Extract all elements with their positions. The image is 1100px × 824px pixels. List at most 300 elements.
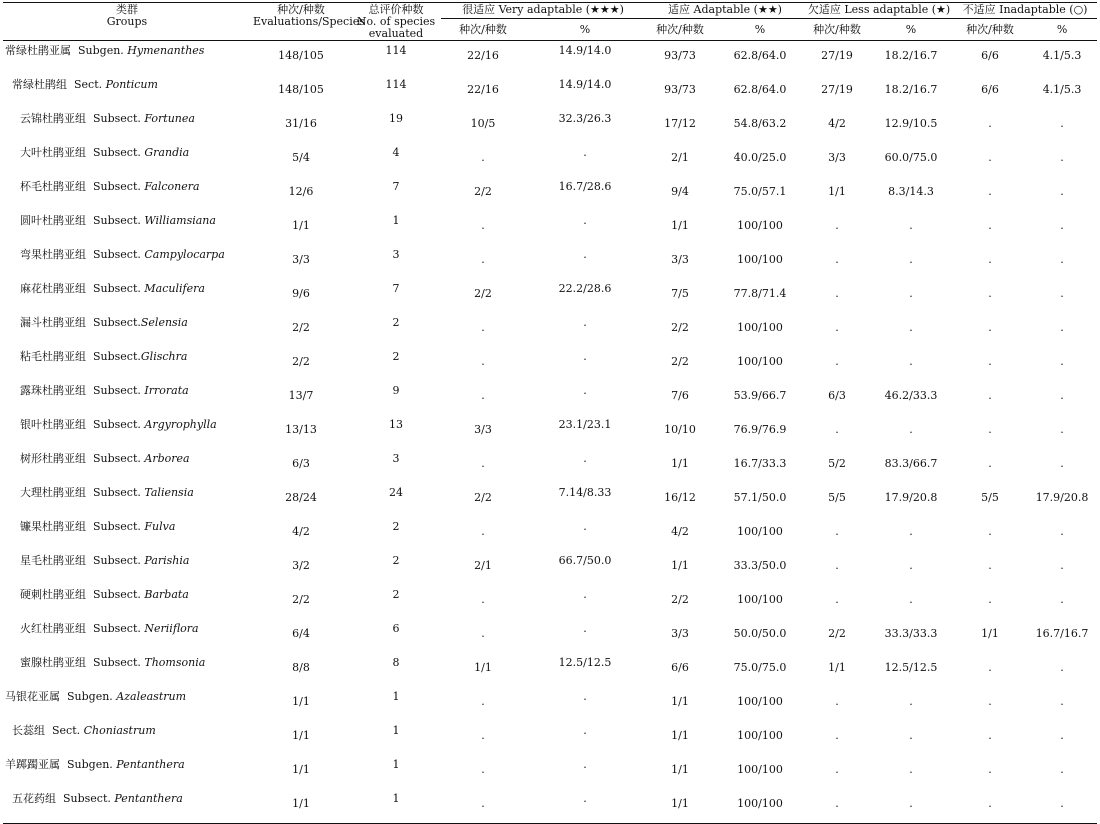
inadaptable-count-cell: .	[953, 789, 1027, 824]
less-adaptable-count-cell: .	[835, 695, 839, 708]
less-adaptable-count-cell: 5/5	[828, 491, 846, 504]
very-adaptable-count-cell: 3/3	[474, 423, 492, 436]
header-ia-count: 种次/种数	[953, 19, 1027, 41]
inadaptable-pct-cell: .	[1060, 763, 1064, 776]
group-latin-name: Hymenanthes	[127, 44, 205, 57]
inadaptable-pct-cell: .	[1060, 355, 1064, 368]
less-adaptable-count-cell: 27/19	[821, 49, 853, 62]
very-adaptable-count-cell: 1/1	[474, 661, 492, 674]
inadaptable-count-cell: 6/6	[981, 83, 999, 96]
group-cell	[3, 789, 251, 824]
less-adaptable-pct-cell: 18.2/16.7	[884, 49, 938, 62]
group-name: 火红杜鹃亚组 Subsect.	[20, 622, 145, 635]
less-adaptable-pct-cell: .	[909, 321, 913, 334]
header-groups-cn: 类群	[116, 3, 138, 16]
adaptable-pct-cell: 53.9/66.7	[733, 389, 787, 402]
table-row	[3, 381, 1097, 415]
less-adaptable-count-cell: 6/3	[828, 389, 846, 402]
very-adaptable-count-cell: .	[441, 789, 525, 824]
very-adaptable-count-cell: 22/16	[467, 49, 499, 62]
adaptability-table	[3, 2, 1097, 824]
adaptable-count-cell: 1/1	[671, 695, 689, 708]
evaluations-cell: 1/1	[251, 789, 351, 824]
very-adaptable-pct-cell: 16.7/28.6	[558, 180, 612, 193]
less-adaptable-count-cell: .	[835, 219, 839, 232]
very-adaptable-count-cell: .	[481, 729, 485, 742]
very-adaptable-pct-cell: .	[583, 758, 587, 771]
inadaptable-pct-cell: .	[1060, 117, 1064, 130]
adaptable-pct-cell: 57.1/50.0	[733, 491, 787, 504]
group-name: 马银花亚属 Subgen.	[5, 690, 117, 703]
less-adaptable-pct-cell: .	[909, 355, 913, 368]
group-name: 漏斗杜鹃亚组 Subsect.	[20, 316, 141, 329]
less-adaptable-count-cell: .	[835, 253, 839, 266]
table-row	[3, 109, 1097, 143]
header-a-pct: %	[715, 19, 805, 41]
evaluations-cell: 1/1	[292, 695, 310, 708]
adaptable-pct-cell: 100/100	[737, 253, 783, 266]
less-adaptable-count-cell: .	[805, 789, 869, 824]
less-adaptable-pct-cell: .	[909, 593, 913, 606]
species-evaluated-cell: 114	[385, 44, 407, 57]
adaptable-pct-cell: 100/100	[737, 729, 783, 742]
table-body	[3, 41, 1097, 824]
less-adaptable-pct-cell: .	[909, 423, 913, 436]
header-adaptable: 适应 Adaptable (★★)	[645, 3, 805, 19]
adaptable-pct-cell: 100/100	[737, 355, 783, 368]
table-row	[3, 415, 1097, 449]
header-ia-pct: %	[1027, 19, 1097, 41]
group-cell	[3, 177, 251, 211]
table-row	[3, 619, 1097, 653]
species-evaluated-cell: 114	[385, 78, 407, 91]
adaptable-count-cell: 10/10	[664, 423, 696, 436]
group-cell	[3, 41, 251, 76]
inadaptable-pct-cell: .	[1060, 219, 1064, 232]
adaptable-count-cell: 1/1	[671, 457, 689, 470]
less-adaptable-pct-cell: 8.3/14.3	[888, 185, 934, 198]
adaptable-count-cell: 6/6	[671, 661, 689, 674]
very-adaptable-pct-cell: .	[583, 520, 587, 533]
inadaptable-pct-cell: .	[1060, 185, 1064, 198]
table-row	[3, 347, 1097, 381]
group-latin-name: Falconera	[144, 180, 200, 193]
table-row	[3, 177, 1097, 211]
less-adaptable-count-cell: .	[835, 355, 839, 368]
very-adaptable-count-cell: 10/5	[470, 117, 496, 130]
evaluations-cell: 1/1	[292, 729, 310, 742]
group-latin-name: Ponticum	[105, 78, 158, 91]
very-adaptable-count-cell: .	[481, 219, 485, 232]
group-cell	[3, 279, 251, 313]
inadaptable-count-cell: .	[988, 661, 992, 674]
group-name: 常绿杜鹃组 Sect.	[12, 78, 106, 91]
adaptable-count-cell: 1/1	[671, 729, 689, 742]
species-evaluated-cell: 2	[392, 520, 400, 533]
very-adaptable-count-cell: .	[481, 627, 485, 640]
table-row	[3, 687, 1097, 721]
evaluations-cell: 8/8	[292, 661, 310, 674]
group-name: 星毛杜鹃亚组 Subsect.	[20, 554, 145, 567]
inadaptable-pct-cell: .	[1060, 423, 1064, 436]
adaptable-count-cell: 1/1	[671, 763, 689, 776]
less-adaptable-pct-cell: .	[909, 287, 913, 300]
header-a-count: 种次/种数	[645, 19, 715, 41]
group-latin-name: Neriiflora	[144, 622, 199, 635]
group-cell	[3, 245, 251, 279]
evaluations-cell: 1/1	[292, 763, 310, 776]
less-adaptable-count-cell: 1/1	[828, 185, 846, 198]
very-adaptable-pct-cell: .	[583, 350, 587, 363]
header-groups-en: Groups	[106, 15, 148, 28]
group-name: 树形杜鹃亚组 Subsect.	[20, 452, 145, 465]
group-cell	[3, 75, 251, 109]
group-name: 大理杜鹃亚组 Subsect.	[20, 486, 145, 499]
table-row	[3, 585, 1097, 619]
evaluations-cell: 6/3	[292, 457, 310, 470]
less-adaptable-pct-cell: 33.3/33.3	[884, 627, 938, 640]
inadaptable-count-cell: .	[988, 457, 992, 470]
less-adaptable-count-cell: .	[835, 593, 839, 606]
evaluations-cell: 2/2	[292, 593, 310, 606]
adaptable-count-cell: 93/73	[664, 49, 696, 62]
very-adaptable-pct-cell: .	[525, 789, 645, 824]
inadaptable-count-cell: .	[988, 151, 992, 164]
header-no-species-en1: No. of species	[356, 15, 436, 28]
adaptable-count-cell: 7/6	[671, 389, 689, 402]
group-latin-name: Fulva	[144, 520, 176, 533]
adaptable-count-cell: 1/1	[645, 789, 715, 824]
less-adaptable-count-cell: .	[835, 763, 839, 776]
header-inadaptable: 不适应 Inadaptable (○)	[953, 3, 1097, 19]
table-row	[3, 721, 1097, 755]
group-latin-name: Thomsonia	[144, 656, 206, 669]
group-name: 麻花杜鹃亚组 Subsect.	[20, 282, 145, 295]
less-adaptable-pct-cell: .	[909, 525, 913, 538]
less-adaptable-count-cell: 27/19	[821, 83, 853, 96]
less-adaptable-count-cell: .	[835, 559, 839, 572]
less-adaptable-count-cell: .	[835, 525, 839, 538]
group-name: 长蕊组 Sect.	[12, 724, 84, 737]
species-evaluated-cell: 2	[392, 588, 400, 601]
adaptable-count-cell: 1/1	[671, 559, 689, 572]
evaluations-cell: 31/16	[285, 117, 317, 130]
group-name: 大叶杜鹃亚组 Subsect.	[20, 146, 145, 159]
very-adaptable-pct-cell: .	[583, 248, 587, 261]
table-row	[3, 449, 1097, 483]
inadaptable-pct-cell: .	[1060, 695, 1064, 708]
group-name: 常绿杜鹃亚属 Subgen.	[5, 44, 128, 57]
group-name: 露珠杜鹃亚组 Subsect.	[20, 384, 145, 397]
group-name: 粘毛杜鹃亚组 Subsect.	[20, 350, 141, 363]
very-adaptable-count-cell: .	[481, 389, 485, 402]
inadaptable-pct-cell: .	[1060, 593, 1064, 606]
group-name: 硬刺杜鹃亚组 Subsect.	[20, 588, 145, 601]
header-va-count: 种次/种数	[441, 19, 525, 41]
inadaptable-count-cell: .	[988, 321, 992, 334]
evaluations-cell: 5/4	[292, 151, 310, 164]
adaptable-count-cell: 2/2	[671, 321, 689, 334]
less-adaptable-pct-cell: .	[909, 729, 913, 742]
group-name: 五花药组 Subsect.	[12, 792, 115, 805]
species-evaluated-cell: 6	[392, 622, 400, 635]
species-evaluated-cell: 7	[392, 282, 400, 295]
header-la-pct: %	[869, 19, 953, 41]
less-adaptable-pct-cell: .	[909, 219, 913, 232]
group-name: 蜜腺杜鹃亚组 Subsect.	[20, 656, 145, 669]
evaluations-cell: 13/7	[288, 389, 314, 402]
very-adaptable-count-cell: .	[481, 355, 485, 368]
header-va-pct: %	[525, 19, 645, 41]
header-very-adaptable: 很适应 Very adaptable (★★★)	[441, 3, 645, 19]
inadaptable-pct-cell: .	[1060, 525, 1064, 538]
very-adaptable-pct-cell: 23.1/23.1	[558, 418, 612, 431]
less-adaptable-count-cell: 1/1	[828, 661, 846, 674]
adaptable-pct-cell: 62.8/64.0	[733, 49, 787, 62]
header-less-adaptable: 欠适应 Less adaptable (★)	[805, 3, 953, 19]
group-latin-name: Williamsiana	[144, 214, 216, 227]
evaluations-cell: 148/105	[278, 49, 324, 62]
group-cell	[3, 755, 251, 789]
very-adaptable-count-cell: .	[481, 593, 485, 606]
species-evaluated-cell: 4	[392, 146, 400, 159]
inadaptable-pct-cell: .	[1060, 287, 1064, 300]
adaptable-count-cell: 4/2	[671, 525, 689, 538]
very-adaptable-count-cell: 2/1	[474, 559, 492, 572]
adaptable-count-cell: 1/1	[671, 219, 689, 232]
header-evaluations-cn: 种次/种数	[277, 3, 325, 16]
adaptable-pct-cell: 50.0/50.0	[733, 627, 787, 640]
adaptable-count-cell: 93/73	[664, 83, 696, 96]
group-cell	[3, 653, 251, 687]
header-groups	[3, 3, 251, 41]
adaptable-count-cell: 7/5	[671, 287, 689, 300]
group-latin-name: Glischra	[140, 350, 188, 363]
evaluations-cell: 12/6	[288, 185, 314, 198]
very-adaptable-count-cell: .	[481, 253, 485, 266]
evaluations-cell: 3/3	[292, 253, 310, 266]
inadaptable-count-cell: .	[988, 525, 992, 538]
group-cell	[3, 721, 251, 755]
group-latin-name: Parishia	[144, 554, 190, 567]
group-name: 羊踯躅亚属 Subgen.	[5, 758, 117, 771]
adaptable-pct-cell: 77.8/71.4	[733, 287, 787, 300]
group-latin-name: Irrorata	[144, 384, 189, 397]
species-evaluated-cell: 2	[392, 350, 400, 363]
less-adaptable-pct-cell: 46.2/33.3	[884, 389, 938, 402]
less-adaptable-count-cell: 3/3	[828, 151, 846, 164]
inadaptable-count-cell: .	[988, 219, 992, 232]
evaluations-cell: 2/2	[292, 321, 310, 334]
group-name: 镰果杜鹃亚组 Subsect.	[20, 520, 145, 533]
species-evaluated-cell: 13	[389, 418, 403, 431]
inadaptable-count-cell: .	[988, 763, 992, 776]
inadaptable-pct-cell: 17.9/20.8	[1035, 491, 1089, 504]
adaptable-count-cell: 3/3	[671, 253, 689, 266]
evaluations-cell: 9/6	[292, 287, 310, 300]
adaptable-count-cell: 2/1	[671, 151, 689, 164]
table-row	[3, 313, 1097, 347]
very-adaptable-count-cell: 2/2	[474, 287, 492, 300]
less-adaptable-count-cell: .	[835, 321, 839, 334]
very-adaptable-pct-cell: 12.5/12.5	[558, 656, 612, 669]
header-evaluations-en: Evaluations/Species	[253, 15, 365, 28]
less-adaptable-pct-cell: 12.5/12.5	[884, 661, 938, 674]
inadaptable-pct-cell: .	[1060, 729, 1064, 742]
evaluations-cell: 28/24	[285, 491, 317, 504]
species-evaluated-cell: 3	[392, 452, 400, 465]
less-adaptable-pct-cell: 83.3/66.7	[884, 457, 938, 470]
group-latin-name: Fortunea	[144, 112, 195, 125]
species-evaluated-cell: 8	[392, 656, 400, 669]
inadaptable-pct-cell: .	[1060, 389, 1064, 402]
adaptable-pct-cell: 40.0/25.0	[733, 151, 787, 164]
less-adaptable-count-cell: .	[835, 729, 839, 742]
very-adaptable-pct-cell: .	[583, 452, 587, 465]
group-cell	[3, 449, 251, 483]
header-evaluations	[251, 3, 365, 41]
group-latin-name: Pentanthera	[114, 792, 183, 805]
less-adaptable-pct-cell: .	[909, 559, 913, 572]
inadaptable-count-cell: .	[988, 117, 992, 130]
group-cell	[3, 415, 251, 449]
evaluations-cell: 3/2	[292, 559, 310, 572]
group-latin-name: Choniastrum	[83, 724, 156, 737]
very-adaptable-count-cell: 22/16	[467, 83, 499, 96]
adaptable-pct-cell: 100/100	[715, 789, 805, 824]
table-row	[3, 755, 1097, 789]
species-evaluated-cell: 3	[392, 248, 400, 261]
very-adaptable-pct-cell: .	[583, 146, 587, 159]
very-adaptable-pct-cell: .	[583, 214, 587, 227]
group-latin-name: Pentanthera	[116, 758, 185, 771]
species-evaluated-cell: 2	[392, 316, 400, 329]
adaptable-pct-cell: 100/100	[737, 321, 783, 334]
inadaptable-pct-cell: 16.7/16.7	[1035, 627, 1089, 640]
species-evaluated-cell: 19	[389, 112, 403, 125]
table-row	[3, 653, 1097, 687]
group-cell	[3, 517, 251, 551]
very-adaptable-pct-cell: 14.9/14.0	[558, 78, 612, 91]
table-row	[3, 789, 1097, 824]
inadaptable-count-cell: .	[988, 593, 992, 606]
less-adaptable-pct-cell: .	[869, 789, 953, 824]
table-row	[3, 245, 1097, 279]
less-adaptable-pct-cell: .	[909, 695, 913, 708]
evaluations-cell: 2/2	[292, 355, 310, 368]
species-evaluated-cell: 1	[392, 758, 400, 771]
less-adaptable-count-cell: 4/2	[828, 117, 846, 130]
species-evaluated-cell: 9	[392, 384, 400, 397]
evaluations-cell: 1/1	[292, 219, 310, 232]
less-adaptable-count-cell: 5/2	[828, 457, 846, 470]
group-latin-name: Barbata	[144, 588, 189, 601]
group-cell	[3, 585, 251, 619]
adaptable-count-cell: 16/12	[664, 491, 696, 504]
inadaptable-pct-cell: .	[1060, 151, 1064, 164]
table-row	[3, 517, 1097, 551]
inadaptable-pct-cell: .	[1060, 253, 1064, 266]
inadaptable-pct-cell: 4.1/5.3	[1042, 49, 1082, 62]
adaptable-count-cell: 17/12	[664, 117, 696, 130]
inadaptable-count-cell: .	[988, 423, 992, 436]
inadaptable-count-cell: .	[988, 185, 992, 198]
group-latin-name: Argyrophylla	[144, 418, 217, 431]
inadaptable-count-cell: 5/5	[981, 491, 999, 504]
adaptable-count-cell: 2/2	[671, 355, 689, 368]
group-cell	[3, 381, 251, 415]
adaptable-pct-cell: 16.7/33.3	[733, 457, 787, 470]
very-adaptable-pct-cell: 66.7/50.0	[558, 554, 612, 567]
group-cell	[3, 211, 251, 245]
inadaptable-pct-cell: 4.1/5.3	[1042, 83, 1082, 96]
very-adaptable-pct-cell: 7.14/8.33	[558, 486, 612, 499]
group-name: 银叶杜鹃亚组 Subsect.	[20, 418, 145, 431]
species-evaluated-cell: 1	[392, 214, 400, 227]
less-adaptable-count-cell: 2/2	[828, 627, 846, 640]
header-no-species	[351, 3, 441, 41]
inadaptable-pct-cell: .	[1060, 457, 1064, 470]
adaptable-count-cell: 3/3	[671, 627, 689, 640]
inadaptable-pct-cell: .	[1060, 661, 1064, 674]
less-adaptable-pct-cell: .	[909, 763, 913, 776]
table-row	[3, 41, 1097, 76]
very-adaptable-pct-cell: .	[583, 622, 587, 635]
very-adaptable-count-cell: .	[481, 321, 485, 334]
evaluations-cell: 6/4	[292, 627, 310, 640]
species-evaluated-cell: 1	[392, 690, 400, 703]
inadaptable-pct-cell: .	[1027, 789, 1097, 824]
adaptable-pct-cell: 75.0/75.0	[733, 661, 787, 674]
table-row	[3, 483, 1097, 517]
header-no-species-cn: 总评价种数	[368, 3, 424, 16]
group-name: 杯毛杜鹃亚组 Subsect.	[20, 180, 145, 193]
table-row	[3, 279, 1097, 313]
table-row	[3, 75, 1097, 109]
very-adaptable-count-cell: 2/2	[474, 491, 492, 504]
group-cell	[3, 551, 251, 585]
group-cell	[3, 109, 251, 143]
species-evaluated-cell: 7	[392, 180, 400, 193]
group-cell	[3, 687, 251, 721]
group-latin-name: Azaleastrum	[116, 690, 187, 703]
inadaptable-count-cell: .	[988, 253, 992, 266]
very-adaptable-pct-cell: .	[583, 384, 587, 397]
adaptable-pct-cell: 100/100	[737, 593, 783, 606]
very-adaptable-count-cell: .	[481, 151, 485, 164]
header-la-count: 种次/种数	[805, 19, 869, 41]
adaptable-count-cell: 9/4	[671, 185, 689, 198]
very-adaptable-pct-cell: .	[583, 316, 587, 329]
very-adaptable-pct-cell: .	[583, 690, 587, 703]
very-adaptable-count-cell: .	[481, 525, 485, 538]
very-adaptable-pct-cell: .	[583, 588, 587, 601]
group-name: 弯果杜鹃亚组 Subsect.	[20, 248, 145, 261]
group-name: 云锦杜鹃亚组 Subsect.	[20, 112, 145, 125]
inadaptable-count-cell: .	[988, 559, 992, 572]
adaptable-pct-cell: 100/100	[737, 219, 783, 232]
inadaptable-count-cell: 6/6	[981, 49, 999, 62]
inadaptable-count-cell: .	[988, 729, 992, 742]
species-evaluated-cell: 24	[389, 486, 403, 499]
group-cell	[3, 483, 251, 517]
table-row	[3, 211, 1097, 245]
group-cell	[3, 619, 251, 653]
inadaptable-count-cell: .	[988, 389, 992, 402]
group-latin-name: Campylocarpa	[144, 248, 225, 261]
adaptable-pct-cell: 76.9/76.9	[733, 423, 787, 436]
very-adaptable-count-cell: .	[481, 763, 485, 776]
